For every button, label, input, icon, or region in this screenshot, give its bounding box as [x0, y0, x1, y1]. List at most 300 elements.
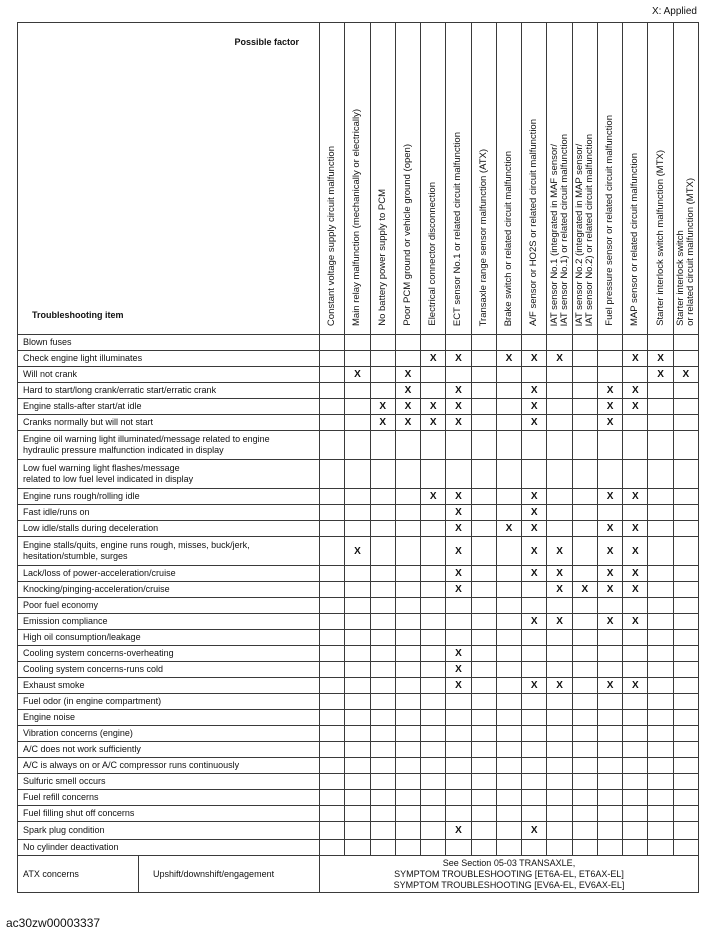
applied-mark: X: [446, 537, 471, 566]
empty-cell: [572, 367, 597, 383]
empty-cell: [496, 806, 521, 822]
empty-cell: [421, 460, 446, 489]
empty-cell: [648, 840, 673, 856]
empty-cell: [648, 806, 673, 822]
empty-cell: [471, 630, 496, 646]
troubleshooting-item-cell: [18, 646, 320, 662]
applied-mark: X: [597, 383, 622, 399]
empty-cell: [623, 726, 648, 742]
empty-cell: [421, 598, 446, 614]
troubleshooting-item-label: Sulfuric smell occurs: [23, 776, 106, 786]
table-row: [18, 742, 699, 758]
applied-mark: X: [597, 399, 622, 415]
empty-cell: [421, 726, 446, 742]
empty-cell: [345, 383, 370, 399]
empty-cell: [345, 614, 370, 630]
empty-cell: [496, 710, 521, 726]
empty-cell: [471, 774, 496, 790]
troubleshooting-item-cell: [18, 790, 320, 806]
empty-cell: [471, 399, 496, 415]
empty-cell: [395, 774, 420, 790]
empty-cell: [623, 630, 648, 646]
troubleshooting-item-label: High oil consumption/leakage: [23, 632, 141, 642]
empty-cell: [471, 790, 496, 806]
empty-cell: [648, 614, 673, 630]
factor-column-label: Main relay malfunction (mechanically or electrically): [351, 109, 363, 326]
empty-cell: [572, 822, 597, 840]
troubleshooting-item-cell: [18, 399, 320, 415]
empty-cell: [648, 678, 673, 694]
factor-column-header: [547, 23, 572, 335]
empty-cell: [572, 537, 597, 566]
empty-cell: [370, 582, 395, 598]
troubleshooting-item-cell: [18, 505, 320, 521]
troubleshooting-item-cell: [18, 521, 320, 537]
factor-column-label: Fuel pressure sensor or related circuit malfunction: [604, 115, 616, 326]
empty-cell: [572, 630, 597, 646]
troubleshooting-item-cell: [18, 489, 320, 505]
empty-cell: [395, 710, 420, 726]
empty-cell: [673, 758, 698, 774]
troubleshooting-item-label: Emission compliance: [23, 616, 108, 626]
empty-cell: [496, 822, 521, 840]
applied-mark: X: [648, 367, 673, 383]
empty-cell: [572, 415, 597, 431]
applied-mark: X: [522, 537, 547, 566]
applied-mark: X: [522, 351, 547, 367]
troubleshooting-item-label: Engine noise: [23, 712, 76, 722]
empty-cell: [370, 646, 395, 662]
empty-cell: [345, 399, 370, 415]
empty-cell: [547, 415, 572, 431]
empty-cell: [648, 790, 673, 806]
empty-cell: [496, 774, 521, 790]
empty-cell: [623, 460, 648, 489]
empty-cell: [421, 521, 446, 537]
table-row: [18, 367, 699, 383]
applied-mark: X: [623, 351, 648, 367]
empty-cell: [496, 598, 521, 614]
troubleshooting-table: [17, 22, 699, 893]
empty-cell: [370, 521, 395, 537]
empty-cell: [547, 758, 572, 774]
table-row: [18, 840, 699, 856]
empty-cell: [320, 582, 345, 598]
empty-cell: [320, 537, 345, 566]
empty-cell: [320, 566, 345, 582]
empty-cell: [673, 646, 698, 662]
empty-cell: [446, 840, 471, 856]
empty-cell: [623, 840, 648, 856]
empty-cell: [370, 710, 395, 726]
empty-cell: [673, 335, 698, 351]
empty-cell: [572, 840, 597, 856]
empty-cell: [496, 460, 521, 489]
empty-cell: [370, 614, 395, 630]
table-row: [18, 678, 699, 694]
empty-cell: [648, 630, 673, 646]
empty-cell: [446, 367, 471, 383]
empty-cell: [673, 521, 698, 537]
applied-mark: X: [572, 582, 597, 598]
empty-cell: [370, 758, 395, 774]
applied-mark: X: [623, 489, 648, 505]
applied-mark: X: [446, 383, 471, 399]
empty-cell: [345, 710, 370, 726]
empty-cell: [623, 415, 648, 431]
applied-mark: X: [547, 537, 572, 566]
empty-cell: [496, 489, 521, 505]
applied-mark: X: [446, 505, 471, 521]
empty-cell: [547, 662, 572, 678]
troubleshooting-item-label: Troubleshooting item: [32, 310, 124, 320]
empty-cell: [446, 742, 471, 758]
table-row: [18, 566, 699, 582]
empty-cell: [345, 840, 370, 856]
empty-cell: [597, 822, 622, 840]
empty-cell: [320, 505, 345, 521]
applied-mark: X: [446, 566, 471, 582]
empty-cell: [648, 566, 673, 582]
empty-cell: [345, 489, 370, 505]
applied-mark: X: [623, 678, 648, 694]
empty-cell: [673, 383, 698, 399]
applied-mark: X: [395, 415, 420, 431]
empty-cell: [471, 598, 496, 614]
troubleshooting-item-cell: [18, 582, 320, 598]
empty-cell: [522, 431, 547, 460]
empty-cell: [496, 415, 521, 431]
empty-cell: [547, 774, 572, 790]
troubleshooting-item-cell: [18, 742, 320, 758]
troubleshooting-item-label: Fuel odor (in engine compartment): [23, 696, 162, 706]
factor-column-header: [522, 23, 547, 335]
table-row: [18, 694, 699, 710]
applied-mark: X: [421, 415, 446, 431]
applied-mark: X: [446, 582, 471, 598]
empty-cell: [597, 726, 622, 742]
factor-column-label: IAT sensor No.2 (integrated in MAP sensor/ IAT sensor No.2) or related circuit malfunction: [573, 133, 595, 326]
empty-cell: [421, 806, 446, 822]
troubleshooting-item-cell: [18, 537, 320, 566]
empty-cell: [648, 335, 673, 351]
header-corner-cell: [18, 23, 320, 335]
empty-cell: [673, 566, 698, 582]
table-row: [18, 489, 699, 505]
empty-cell: [673, 598, 698, 614]
empty-cell: [320, 840, 345, 856]
empty-cell: [522, 710, 547, 726]
empty-cell: [572, 710, 597, 726]
applied-mark: X: [370, 399, 395, 415]
table-row: [18, 335, 699, 351]
troubleshooting-item-cell: [18, 840, 320, 856]
empty-cell: [421, 431, 446, 460]
empty-cell: [471, 431, 496, 460]
possible-factor-label: Possible factor: [234, 37, 299, 47]
table-row: [18, 351, 699, 367]
empty-cell: [623, 662, 648, 678]
empty-cell: [345, 726, 370, 742]
factor-column-header: [496, 23, 521, 335]
empty-cell: [572, 521, 597, 537]
table-row: [18, 726, 699, 742]
factor-column-header: [446, 23, 471, 335]
applied-mark: X: [446, 415, 471, 431]
empty-cell: [395, 742, 420, 758]
empty-cell: [395, 758, 420, 774]
empty-cell: [471, 840, 496, 856]
factor-column-header: [623, 23, 648, 335]
empty-cell: [370, 630, 395, 646]
empty-cell: [496, 367, 521, 383]
header-row: [18, 23, 699, 335]
empty-cell: [496, 614, 521, 630]
table-row: [18, 399, 699, 415]
empty-cell: [496, 399, 521, 415]
legend-applied: X: Applied: [651, 6, 697, 17]
applied-mark: X: [446, 399, 471, 415]
empty-cell: [395, 726, 420, 742]
empty-cell: [648, 505, 673, 521]
empty-cell: [648, 431, 673, 460]
troubleshooting-item-label: Fast idle/runs on: [23, 507, 90, 517]
troubleshooting-item-label: Fuel refill concerns: [23, 792, 99, 802]
empty-cell: [345, 790, 370, 806]
empty-cell: [648, 521, 673, 537]
empty-cell: [572, 505, 597, 521]
empty-cell: [345, 566, 370, 582]
empty-cell: [547, 822, 572, 840]
troubleshooting-item-cell: [18, 431, 320, 460]
empty-cell: [572, 598, 597, 614]
empty-cell: [345, 646, 370, 662]
empty-cell: [446, 790, 471, 806]
troubleshooting-item-label: A/C is always on or A/C compressor runs continuously: [23, 760, 240, 770]
empty-cell: [572, 566, 597, 582]
empty-cell: [421, 537, 446, 566]
empty-cell: [572, 351, 597, 367]
empty-cell: [421, 335, 446, 351]
empty-cell: [623, 431, 648, 460]
troubleshooting-item-cell: [18, 710, 320, 726]
empty-cell: [648, 662, 673, 678]
troubleshooting-item-cell: [18, 383, 320, 399]
applied-mark: X: [522, 678, 547, 694]
empty-cell: [320, 383, 345, 399]
empty-cell: [673, 694, 698, 710]
empty-cell: [471, 566, 496, 582]
applied-mark: X: [522, 614, 547, 630]
applied-mark: X: [547, 566, 572, 582]
empty-cell: [395, 505, 420, 521]
empty-cell: [395, 662, 420, 678]
empty-cell: [547, 726, 572, 742]
empty-cell: [597, 710, 622, 726]
table-row: [18, 505, 699, 521]
empty-cell: [522, 335, 547, 351]
empty-cell: [496, 678, 521, 694]
empty-cell: [345, 774, 370, 790]
empty-cell: [673, 537, 698, 566]
empty-cell: [471, 646, 496, 662]
empty-cell: [345, 598, 370, 614]
empty-cell: [370, 351, 395, 367]
troubleshooting-item-cell: [18, 758, 320, 774]
troubleshooting-item-cell: [18, 774, 320, 790]
empty-cell: [547, 335, 572, 351]
empty-cell: [496, 726, 521, 742]
empty-cell: [673, 662, 698, 678]
empty-cell: [623, 598, 648, 614]
troubleshooting-item-label: Hard to start/long crank/erratic start/erratic crank: [23, 385, 217, 395]
empty-cell: [572, 774, 597, 790]
table-row: [18, 460, 699, 489]
troubleshooting-item-label: Engine stalls/quits, engine runs rough, misses, buck/jerk, hesitation/stumble, surges: [23, 540, 250, 561]
troubleshooting-item-cell: [18, 694, 320, 710]
empty-cell: [345, 742, 370, 758]
factor-column-header: [395, 23, 420, 335]
empty-cell: [345, 335, 370, 351]
empty-cell: [395, 678, 420, 694]
empty-cell: [421, 710, 446, 726]
troubleshooting-item-label: Low fuel warning light flashes/message related to low fuel level indicated in display: [23, 463, 194, 484]
empty-cell: [496, 758, 521, 774]
empty-cell: [320, 367, 345, 383]
empty-cell: [547, 367, 572, 383]
table-row: [18, 383, 699, 399]
factor-column-label: A/F sensor or HO2S or related circuit malfunction: [528, 119, 540, 326]
empty-cell: [345, 521, 370, 537]
applied-mark: X: [547, 582, 572, 598]
applied-mark: X: [522, 489, 547, 505]
factor-column-header: [597, 23, 622, 335]
empty-cell: [648, 537, 673, 566]
table-row: [18, 758, 699, 774]
empty-cell: [320, 630, 345, 646]
empty-cell: [648, 758, 673, 774]
troubleshooting-item-cell: [18, 351, 320, 367]
empty-cell: [471, 710, 496, 726]
empty-cell: [496, 431, 521, 460]
empty-cell: [572, 335, 597, 351]
applied-mark: X: [496, 351, 521, 367]
empty-cell: [623, 774, 648, 790]
applied-mark: X: [648, 351, 673, 367]
empty-cell: [522, 840, 547, 856]
table-row: [18, 431, 699, 460]
troubleshooting-item-cell: [18, 678, 320, 694]
applied-mark: X: [597, 614, 622, 630]
empty-cell: [572, 742, 597, 758]
empty-cell: [395, 566, 420, 582]
applied-mark: X: [446, 662, 471, 678]
empty-cell: [572, 431, 597, 460]
applied-mark: X: [446, 822, 471, 840]
empty-cell: [471, 806, 496, 822]
empty-cell: [623, 646, 648, 662]
empty-cell: [320, 758, 345, 774]
empty-cell: [572, 678, 597, 694]
empty-cell: [395, 630, 420, 646]
empty-cell: [572, 694, 597, 710]
empty-cell: [446, 774, 471, 790]
factor-column-label: IAT sensor No.1 (integrated in MAF sensor/ IAT sensor No.1) or related circuit malfunction: [548, 133, 570, 326]
empty-cell: [370, 367, 395, 383]
empty-cell: [547, 505, 572, 521]
empty-cell: [496, 335, 521, 351]
empty-cell: [421, 790, 446, 806]
troubleshooting-item-label: Blown fuses: [23, 337, 72, 347]
empty-cell: [446, 598, 471, 614]
empty-cell: [496, 505, 521, 521]
empty-cell: [370, 505, 395, 521]
empty-cell: [421, 694, 446, 710]
empty-cell: [522, 460, 547, 489]
empty-cell: [623, 806, 648, 822]
empty-cell: [320, 774, 345, 790]
empty-cell: [370, 537, 395, 566]
empty-cell: [623, 694, 648, 710]
empty-cell: [673, 460, 698, 489]
empty-cell: [345, 460, 370, 489]
applied-mark: X: [597, 678, 622, 694]
empty-cell: [370, 678, 395, 694]
empty-cell: [471, 460, 496, 489]
factor-column-label: Transaxle range sensor malfunction (ATX): [477, 148, 489, 326]
troubleshooting-item-cell: [18, 335, 320, 351]
applied-mark: X: [547, 614, 572, 630]
empty-cell: [471, 614, 496, 630]
empty-cell: [395, 460, 420, 489]
table-row: [18, 537, 699, 566]
empty-cell: [370, 726, 395, 742]
table-row: [18, 806, 699, 822]
empty-cell: [597, 694, 622, 710]
empty-cell: [395, 840, 420, 856]
empty-cell: [496, 840, 521, 856]
empty-cell: [320, 335, 345, 351]
troubleshooting-item-label: Poor fuel economy: [23, 600, 99, 610]
troubleshooting-item-cell: [18, 566, 320, 582]
empty-cell: [446, 431, 471, 460]
empty-cell: [572, 614, 597, 630]
factor-column-header: [320, 23, 345, 335]
empty-cell: [648, 415, 673, 431]
empty-cell: [446, 460, 471, 489]
empty-cell: [421, 646, 446, 662]
empty-cell: [446, 806, 471, 822]
factor-column-label: Electrical connector disconnection: [427, 182, 439, 326]
empty-cell: [648, 460, 673, 489]
factor-column-label: MAP sensor or related circuit malfunction: [629, 152, 641, 326]
empty-cell: [623, 335, 648, 351]
empty-cell: [320, 806, 345, 822]
empty-cell: [496, 790, 521, 806]
empty-cell: [547, 742, 572, 758]
empty-cell: [320, 489, 345, 505]
empty-cell: [572, 489, 597, 505]
empty-cell: [395, 521, 420, 537]
empty-cell: [496, 582, 521, 598]
empty-cell: [673, 790, 698, 806]
empty-cell: [345, 415, 370, 431]
empty-cell: [471, 582, 496, 598]
applied-mark: X: [395, 383, 420, 399]
applied-mark: X: [496, 521, 521, 537]
empty-cell: [395, 537, 420, 566]
empty-cell: [345, 630, 370, 646]
